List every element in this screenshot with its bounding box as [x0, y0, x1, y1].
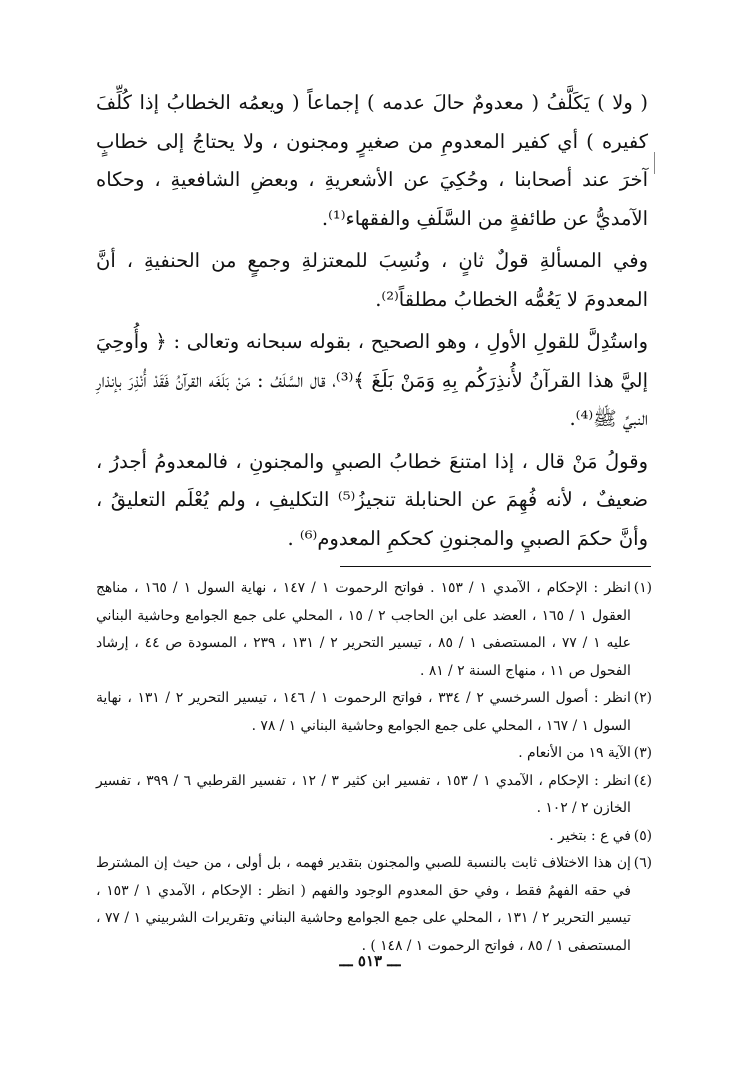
page-number: ـــ ٥١٣ ـــ — [339, 952, 401, 970]
footnote-text: انظر : الإحكام ، الآمدي ١ / ١٥٣ ، تفسير ابن كثير ٣ / ١٢ ، تفسير القرطبي ٦ / ٣٩٩ ، تفسير الخازن ٢ / ١٠٢ . — [96, 772, 631, 816]
footnote-number: (٥) — [633, 827, 652, 844]
footnote — [96, 768, 652, 823]
paragraph-1: ( ولا ) يَكَلَّفُ ( معدومٌ حالَ عدمه ) إجماعاً ( ويعمُه الخطابُ إذا كُلِّفَ كفيره ) أي كفير المعدومِ من صغيرٍ ومجنون ، ولا يحتاجُ إلى خطابٍ آخرَ عند أصحابنا ، وحُكِيَ عن الأشعريةِ ، وبعضِ الشافعيةِ ، وحكاه الآمديُّ عن طائفةٍ من السَّلَفِ والفقهاء⁽¹⁾. — [96, 91, 648, 230]
footnote — [96, 740, 652, 768]
footnote — [96, 850, 652, 960]
footnote-text: في ع : بتخير . — [549, 827, 631, 844]
margin-mark — [654, 152, 655, 174]
paragraph-4: وقولُ مَنْ قال ، إذا امتنعَ خطابُ الصبيِ والمجنونِ ، فالمعدومُ أجدرُ ، ضعيفٌ ، لأنه فُهِمَ عن الحنابلة تنجيزُ⁽⁵⁾ التكليفِ ، ولم يُعْلَم التعليقُ ، وأنَّ حكمَ الصبيِ والمجنونِ كحكمِ المعدوم⁽⁶⁾ . — [96, 449, 648, 550]
footnote-text: إن هذا الاختلاف ثابت بالنسبة للصبي والمجنون بتقدير فهمه ، بل أولى ، من حيث إن المشترط في حقه الفهمُ فقط ، وفي حق المعدوم الوجود والفهم ( انظر : الإحكام ، الآمدي ١ / ١٥٣ ، تيسير التحرير ٢ / ١٣١ ، المحلي على جمع الجوامع وحاشية البناني وتقريرات الشربيني ١ / ٧٧ ، المستصفى ١ / ٨٥ ، فواتح الرحموت ١ / ١٤٨ ) . — [96, 855, 631, 954]
paragraph-3: واستُدِلَّ للقولِ الأولِ ، وهو الصحيح ، بقوله سبحانه وتعالى : ﴿ وأُوحِيَ إليَّ هذا القرآنُ لأُنذِرَكُم بِهِ وَمَنْ بَلَغَ ﴾⁽³⁾، قال السَّلَفُ : مَنْ بَلَغَه القرآنُ فَقَدْ أُنْذِرَ بإنذارِ النبيِّ ﷺ⁽⁴⁾. — [96, 330, 648, 430]
footnote-number: (٣) — [633, 745, 652, 761]
footnote-text: انظر : أصول السرخسي ٢ / ٣٣٤ ، فواتح الرحموت ١ / ١٤٦ ، تيسير التحرير ٢ / ١٣١ ، نهاية السول ١ / ١٦٧ ، المحلي على جمع الجوامع وحاشية البناني ١ / ٧٨ . — [96, 690, 631, 734]
footnotes — [96, 575, 652, 960]
footnote-number: (٤) — [633, 772, 652, 789]
footnote-number: (١) — [633, 580, 652, 596]
footnote-number: (٦) — [633, 855, 652, 871]
main-text — [96, 84, 648, 558]
footnote-text: انظر : الإحكام ، الآمدي ١ / ١٥٣ . فواتح الرحموت ١ / ١٤٧ ، نهاية السول ١ / ١٦٥ ، مناهج العقول ١ / ١٦٥ ، العضد على ابن الحاجب ٢ / ١٥ ، المحلي على جمع الجوامع وحاشية البناني عليه ١ / ٧٧ ، المستصفى ١ / ٨٥ ، تيسير التحرير ٢ / ١٣١ ، ٢٣٩ ، المسودة ص ٤٤ ، إرشاد الفحول ص ١١ ، منهاج السنة ٢ / ٨١ . — [96, 580, 631, 679]
footnote-number: (٢) — [633, 690, 652, 706]
paragraph-2: وفي المسألةِ قولٌ ثانٍ ، ونُسِبَ للمعتزلةِ وجمعٍ من الحنفيةِ ، أنَّ المعدومَ لا يَعُمُّه الخطابُ مطلقاً⁽²⁾. — [96, 249, 648, 311]
footnote-text: الآية ١٩ من الأنعام . — [518, 745, 631, 761]
footnote — [96, 685, 652, 740]
footnote-separator — [340, 566, 651, 567]
footnote — [96, 575, 652, 685]
footnote — [96, 823, 652, 851]
